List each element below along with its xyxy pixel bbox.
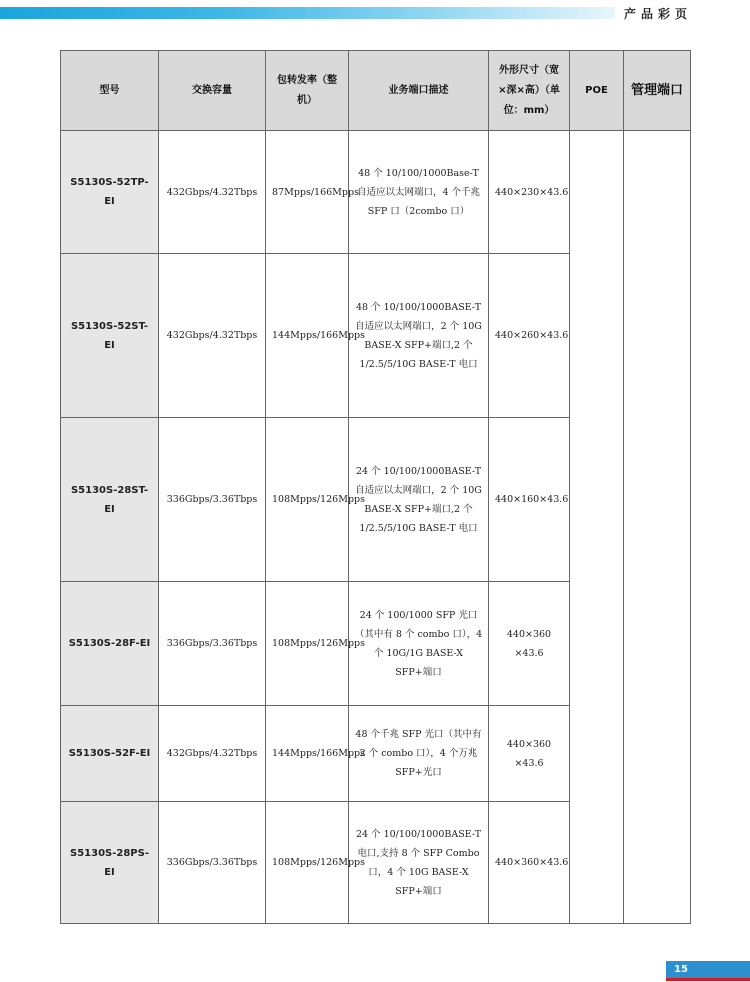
header-poe: POE [570, 51, 624, 131]
cell-mgmt-port [624, 131, 691, 924]
footer-accent-line [666, 978, 750, 981]
cell-forwarding: 87Mpps/166Mpps [266, 131, 349, 254]
cell-capacity: 432Gbps/4.32Tbps [159, 131, 266, 254]
cell-ports: 24 个 100/1000 SFP 光口（其中有 8 个 combo 口），4 个 10G/1G BASE-X SFP+端口 [349, 582, 489, 706]
cell-capacity: 336Gbps/3.36Tbps [159, 802, 266, 924]
header-capacity: 交换容量 [159, 51, 266, 131]
cell-capacity: 336Gbps/3.36Tbps [159, 582, 266, 706]
header-dimensions: 外形尺寸（宽×深×高）（单位：mm） [489, 51, 570, 131]
cell-ports: 48 个千兆 SFP 光口（其中有 2 个 combo 口），4 个万兆 SFP+光口 [349, 706, 489, 802]
spec-table [60, 50, 691, 924]
cell-dimensions: 440×360 ×43.6 [489, 582, 570, 706]
cell-ports: 24 个 10/100/1000BASE-T 电口,支持 8 个 SFP Combo 口，4 个 10G BASE-X SFP+端口 [349, 802, 489, 924]
page-number: 15 [674, 964, 688, 975]
cell-capacity: 432Gbps/4.32Tbps [159, 254, 266, 418]
cell-capacity: 336Gbps/3.36Tbps [159, 418, 266, 582]
cell-forwarding: 144Mpps/166Mpps [266, 254, 349, 418]
header-ports: 业务端口描述 [349, 51, 489, 131]
cell-model: S5130S-28PS-EI [61, 802, 159, 924]
table-header-row [61, 51, 691, 131]
cell-model: S5130S-52F-EI [61, 706, 159, 802]
cell-model: S5130S-52ST-EI [61, 254, 159, 418]
cell-forwarding: 108Mpps/126Mpps [266, 418, 349, 582]
header-forwarding: 包转发率（整机） [266, 51, 349, 131]
table-row [61, 131, 691, 254]
cell-capacity: 432Gbps/4.32Tbps [159, 706, 266, 802]
header-mgmt-port: 管理端口 [624, 51, 691, 131]
cell-dimensions: 440×360 ×43.6 [489, 706, 570, 802]
header-band [0, 7, 615, 19]
cell-dimensions: 440×260×43.6 [489, 254, 570, 418]
header-title: 产品彩页 [624, 7, 693, 21]
cell-model: S5130S-28F-EI [61, 582, 159, 706]
cell-forwarding: 108Mpps/126Mpps [266, 802, 349, 924]
cell-dimensions: 440×360×43.6 [489, 802, 570, 924]
cell-ports: 48 个 10/100/1000BASE-T 自适应以太网端口，2 个 10G BASE-X SFP+端口,2 个 1/2.5/5/10G BASE-T 电口 [349, 254, 489, 418]
cell-model: S5130S-52TP-EI [61, 131, 159, 254]
cell-poe [570, 131, 624, 924]
cell-ports: 48 个 10/100/1000Base-T 自适应以太网端口，4 个千兆 SFP 口（2combo 口） [349, 131, 489, 254]
cell-dimensions: 440×160×43.6 [489, 418, 570, 582]
cell-model: S5130S-28ST-EI [61, 418, 159, 582]
cell-ports: 24 个 10/100/1000BASE-T 自适应以太网端口，2 个 10G BASE-X SFP+端口,2 个 1/2.5/5/10G BASE-T 电口 [349, 418, 489, 582]
cell-forwarding: 108Mpps/126Mpps [266, 582, 349, 706]
header-model: 型号 [61, 51, 159, 131]
cell-forwarding: 144Mpps/166Mpps [266, 706, 349, 802]
cell-dimensions: 440×230×43.6 [489, 131, 570, 254]
